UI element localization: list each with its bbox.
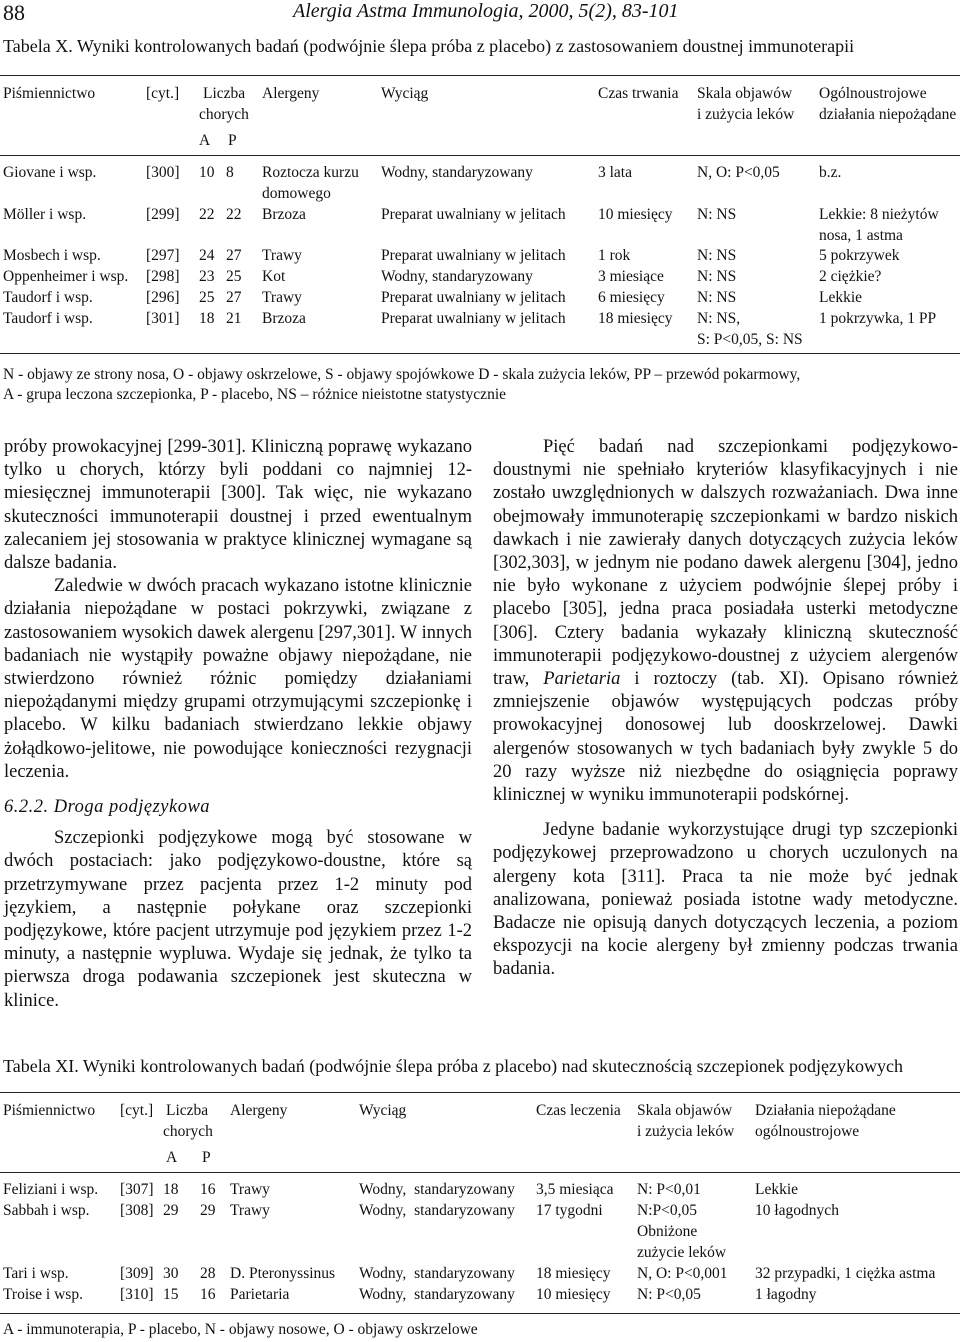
- allergen-line-2: domowego: [262, 185, 331, 202]
- duration: 10 miesięcy: [536, 1286, 611, 1303]
- page-number: 88: [3, 0, 25, 25]
- table10-note-1: N - objawy ze strony nosa, O - objawy oskrzelowe, S - objawy spojówkowe D - skala zużycia leków, PP – przewód pokarmowy,: [3, 366, 801, 383]
- allergen: Roztocza kurzu: [262, 164, 359, 181]
- table10-caption: Tabela X. Wyniki kontrolowanych badań (podwójnie ślepa próba z placebo) z zastosowaniem doustnej immunoterapii: [3, 36, 855, 56]
- section-heading: 6.2.2. Droga podjęzykowa: [4, 797, 211, 818]
- col-liczba-2: chorych: [199, 106, 249, 123]
- col-czas: Czas trwania: [598, 85, 679, 102]
- allergen: Kot: [262, 268, 286, 285]
- count-a: 18: [199, 310, 215, 327]
- count-p: 29: [200, 1202, 216, 1219]
- col-ogol-2: działania niepożądane: [819, 106, 957, 123]
- t11-col-alergeny: Alergeny: [230, 1102, 288, 1119]
- extract-type: Wodny, standaryzowany: [381, 268, 533, 285]
- symptom-score: N: P<0,05: [637, 1286, 701, 1303]
- duration: 3 lata: [598, 164, 632, 181]
- extract-type: Wodny, standaryzowany: [359, 1181, 515, 1198]
- allergen: Parietaria: [230, 1286, 290, 1303]
- t11-col-skala-2: i zużycia leków: [637, 1123, 735, 1140]
- side-effects: b.z.: [819, 164, 842, 181]
- allergen: Trawy: [262, 289, 302, 306]
- reference-author: Feliziani i wsp.: [3, 1181, 99, 1198]
- reference-author: Taudorf i wsp.: [3, 289, 93, 306]
- citation-number: [298]: [146, 268, 180, 285]
- citation-number: [308]: [120, 1202, 154, 1219]
- count-p: 8: [226, 164, 234, 181]
- right-paragraph-1-text-a: Pięć badań nad szczepionkami podjęzykowo-doustnymi nie spełniało kryteriów klasyfikacyjnych i nie zostało uwzględnionych w dalszych rozważaniach. Dwa inne obejmowały immunoterapię szczepionkami w bardzo niskich dawkach i nie zawierały danych dotyczących zużycia leków [302,303], w jednym nie podano dawek alergenu [304], jedno nie było wykonane z użyciem podwójnie ślepej próby i placebo [305], jedna praca posiadała usterki metodyczne [306]. Cztery badania wykazały kliniczną skuteczność immunoterapii podjęzykowo-doustnej z użyciem alergenów traw,: [493, 437, 958, 690]
- allergen: Trawy: [262, 247, 302, 264]
- duration: 6 miesięcy: [598, 289, 665, 306]
- symptom-score: N: NS: [697, 206, 737, 223]
- count-a: 22: [199, 206, 215, 223]
- allergen: Trawy: [230, 1202, 270, 1219]
- left-paragraph-2: Zaledwie w dwóch pracach wykazano istotne klinicznie działania niepożądane w postaci pokrzywki, związane z zastosowaniem wysokich dawek alergenu [297,301]. W innych badaniach nie wystąpiły poważne objawy niepożądane, nie stwierdzono również różnic pomiędzy działaniami niepożądanymi między grupami otrzymującymi szczepionkę i placebo. W kilku badaniach stwierdzano lekkie objawy żołądkowo-jelitowe, nie powodujące konieczności rezygnacji leczenia.: [4, 576, 472, 782]
- t11-col-dz-2: ogólnoustrojowe: [755, 1123, 860, 1140]
- table10-header-rule: [0, 155, 960, 156]
- left-paragraph-3: Szczepionki podjęzykowe mogą być stosowane w dwóch postaciach: jako podjęzykowo-doustne, które są przetrzymywane przez pacjenta przez 1-2 minuty pod językiem, a następnie połykane oraz szczepionki podjęzykowe, które pacjent utrzymuje pod językiem przez 1-2 minuty, a następnie wypluwa. Wydaje się jednak, że tylko ta pierwsza droga podawania szczepionek jest skuteczna w klinice.: [4, 828, 472, 1011]
- extract-type: Preparat uwalniany w jelitach: [381, 310, 566, 327]
- citation-number: [300]: [146, 164, 180, 181]
- duration: 10 miesięcy: [598, 206, 673, 223]
- side-effects: 10 łagodnych: [755, 1202, 839, 1219]
- t11-col-lit: Piśmiennictwo: [3, 1102, 96, 1119]
- right-column: [493, 436, 958, 982]
- symptom-score: N:P<0,05: [637, 1202, 697, 1219]
- symptom-score: Obniżone: [637, 1223, 698, 1240]
- side-effects: Lekkie: [819, 289, 863, 306]
- extract-type: Wodny, standaryzowany: [359, 1286, 515, 1303]
- count-a: 10: [199, 164, 215, 181]
- count-p: 28: [200, 1265, 216, 1282]
- reference-author: Giovane i wsp.: [3, 164, 97, 181]
- table11-bottom-rule: [0, 1313, 960, 1314]
- reference-author: Oppenheimer i wsp.: [3, 268, 129, 285]
- extract-type: Wodny, standaryzowany: [381, 164, 533, 181]
- side-effects: 32 przypadki, 1 ciężka astma: [755, 1265, 936, 1282]
- t11-col-wyciag: Wyciąg: [359, 1102, 407, 1119]
- citation-number: [301]: [146, 310, 180, 327]
- col-cyt: [cyt.]: [146, 85, 180, 102]
- count-p: 25: [226, 268, 242, 285]
- count-a: 18: [163, 1181, 179, 1198]
- symptom-score: N: NS: [697, 289, 737, 306]
- t11-col-skala: Skala objawów: [637, 1102, 733, 1119]
- count-p: 22: [226, 206, 242, 223]
- reference-author: Sabbah i wsp.: [3, 1202, 90, 1219]
- duration: 17 tygodni: [536, 1202, 603, 1219]
- t11-col-cyt: [cyt.]: [120, 1102, 154, 1119]
- table11-header-rule: [0, 1172, 960, 1173]
- journal-reference: Alergia Astma Immunologia, 2000, 5(2), 83-101: [293, 0, 679, 22]
- col-lit: Piśmiennictwo: [3, 85, 96, 102]
- col-wyciag: Wyciąg: [381, 85, 429, 102]
- reference-author: Tari i wsp.: [3, 1265, 69, 1282]
- col-skala-2: i zużycia leków: [697, 106, 795, 123]
- count-a: 30: [163, 1265, 179, 1282]
- count-p: 27: [226, 289, 242, 306]
- col-p: P: [228, 132, 237, 149]
- table10-note-2: A - grupa leczona szczepionka, P - placebo, NS – różnice nieistotne statystycznie: [3, 386, 507, 403]
- reference-author: Taudorf i wsp.: [3, 310, 93, 327]
- symptom-score: N: P<0,01: [637, 1181, 701, 1198]
- citation-number: [307]: [120, 1181, 154, 1198]
- t11-col-dz: Działania niepożądane: [755, 1102, 896, 1119]
- t11-col-liczba-2: chorych: [163, 1123, 213, 1140]
- right-paragraph-1-text-b: i roztoczy (tab. XI). Opisano również zmniejszenie objawów występujących podczas próby prowokacyjnej donosowej lub dooskrzelowej. Dawki alergenów stosowanych w tych badaniach były zwykle 5 do 20 razy wyższe niż niezbędne do osiągnięcia poprawy klinicznej w wyniku immunoterapii podskórnej.: [493, 669, 959, 806]
- left-paragraph-1: próby prowokacyjnej [299-301]. Kliniczną poprawę wykazano tylko u chorych, którzy byli poddani co najmniej 12-miesięcznej immunoterapii [300]. Tak więc, nie wykazano skuteczności immunoterapii doustnej i przed ewentualnym zalecaniem jej stosowania w praktyce klinicznej wymagane są dalsze badania.: [4, 437, 472, 574]
- duration: 1 rok: [598, 247, 631, 264]
- side-effects: 1 łagodny: [755, 1286, 817, 1303]
- side-effects: 5 pokrzywek: [819, 247, 900, 264]
- citation-number: [309]: [120, 1265, 154, 1282]
- citation-number: [296]: [146, 289, 180, 306]
- t11-col-p: P: [202, 1149, 211, 1166]
- count-p: 27: [226, 247, 242, 264]
- reference-author: Mosbech i wsp.: [3, 247, 101, 264]
- citation-number: [310]: [120, 1286, 154, 1303]
- table11-top-rule: [0, 1092, 960, 1093]
- side-effects: Lekkie: 8 nieżytów: [819, 206, 939, 223]
- allergen: Trawy: [230, 1181, 270, 1198]
- right-paragraph-2: Jedyne badanie wykorzystujące drugi typ szczepionki podjęzykowej przeprowadzono u chorych uczulonych na alergeny kota [311]. Praca ta nie może być jednak analizowana, ponieważ posiada istotne wady metodyczne. Badacze nie opisują danych dotyczących leczenia, a poziom ekspozycji na kocie alergeny był zmienny podczas trwania badania.: [493, 820, 958, 980]
- side-effects: 1 pokrzywka, 1 PP: [819, 310, 937, 327]
- table11-note: A - immunoterapia, P - placebo, N - objawy nosowe, O - objawy oskrzelowe: [3, 1321, 478, 1338]
- allergen: Brzoza: [262, 206, 306, 223]
- table10-top-rule: [0, 75, 960, 76]
- duration: 18 miesięcy: [598, 310, 673, 327]
- allergen: Brzoza: [262, 310, 306, 327]
- count-p: 21: [226, 310, 242, 327]
- table10-bottom-rule: [0, 353, 960, 354]
- symptom-score-line-2: S: P<0,05, S: NS: [697, 331, 803, 348]
- col-a: A: [199, 132, 211, 149]
- table11-caption: Tabela XI. Wyniki kontrolowanych badań (podwójnie ślepa próba z placebo) nad skutecznością szczepionek podjęzykowych: [3, 1056, 904, 1076]
- right-paragraph-1: [493, 436, 958, 807]
- col-alergeny: Alergeny: [262, 85, 320, 102]
- citation-number: [299]: [146, 206, 180, 223]
- count-a: 15: [163, 1286, 179, 1303]
- t11-col-czas: Czas leczenia: [536, 1102, 621, 1119]
- allergen: D. Pteronyssinus: [230, 1265, 336, 1282]
- side-effects: 2 ciężkie?: [819, 268, 882, 285]
- count-a: 25: [199, 289, 215, 306]
- reference-author: Möller i wsp.: [3, 206, 87, 223]
- reference-author: Troise i wsp.: [3, 1286, 83, 1303]
- parietaria-italic: Parietaria: [543, 669, 621, 690]
- side-effects-line-2: nosa, 1 astma: [819, 227, 903, 244]
- citation-number: [297]: [146, 247, 180, 264]
- symptom-score: zużycie leków: [637, 1244, 727, 1261]
- count-a: 29: [163, 1202, 179, 1219]
- left-column: [4, 436, 472, 1013]
- extract-type: Preparat uwalniany w jelitach: [381, 289, 566, 306]
- duration: 18 miesięcy: [536, 1265, 611, 1282]
- count-p: 16: [200, 1286, 216, 1303]
- col-ogol: Ogólnoustrojowe: [819, 85, 927, 102]
- t11-col-liczba: Liczba: [166, 1102, 209, 1119]
- duration: 3,5 miesiąca: [536, 1181, 614, 1198]
- col-liczba: Liczba: [203, 85, 246, 102]
- symptom-score: N, O: P<0,05: [697, 164, 780, 181]
- count-a: 23: [199, 268, 215, 285]
- side-effects: Lekkie: [755, 1181, 799, 1198]
- symptom-score: N: NS: [697, 268, 737, 285]
- t11-col-a: A: [166, 1149, 178, 1166]
- extract-type: Wodny, standaryzowany: [359, 1265, 515, 1282]
- symptom-score: N: NS,: [697, 310, 741, 327]
- extract-type: Preparat uwalniany w jelitach: [381, 247, 566, 264]
- count-p: 16: [200, 1181, 216, 1198]
- extract-type: Preparat uwalniany w jelitach: [381, 206, 566, 223]
- count-a: 24: [199, 247, 215, 264]
- symptom-score: N, O: P<0,001: [637, 1265, 728, 1282]
- symptom-score: N: NS: [697, 247, 737, 264]
- extract-type: Wodny, standaryzowany: [359, 1202, 515, 1219]
- duration: 3 miesiące: [598, 268, 664, 285]
- col-skala: Skala objawów: [697, 85, 793, 102]
